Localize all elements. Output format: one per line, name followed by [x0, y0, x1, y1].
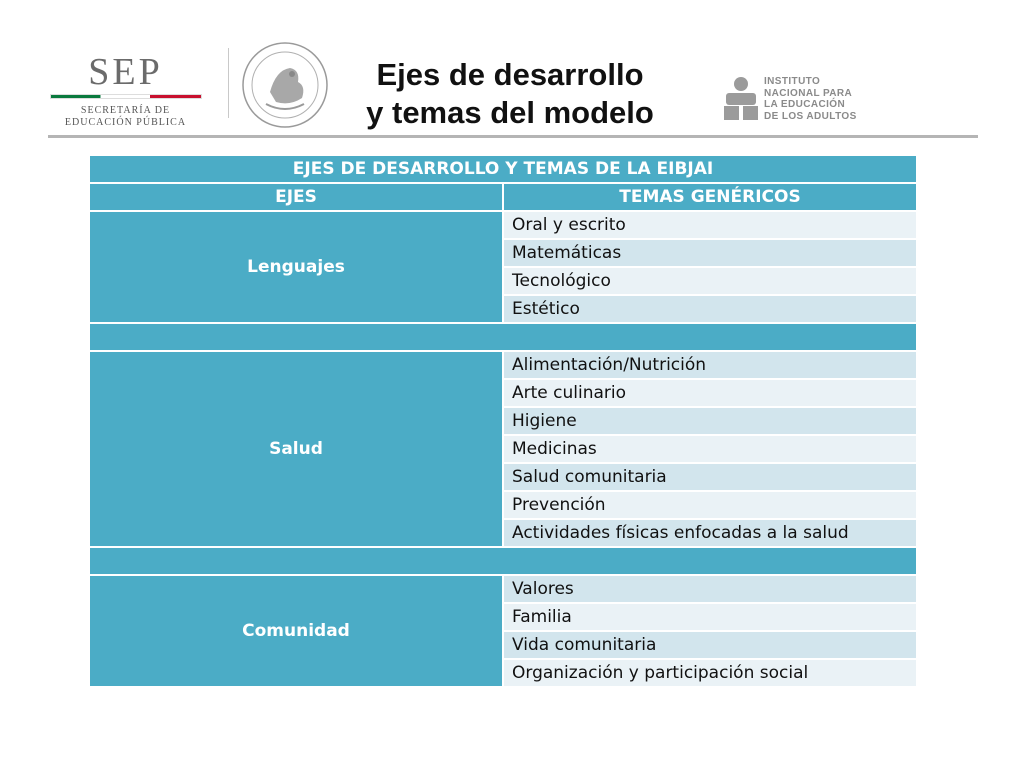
topic-cell: Familia: [503, 603, 917, 631]
inea-line: DE LOS ADULTOS: [764, 110, 857, 122]
topic-cell: Organización y participación social: [503, 659, 917, 687]
topic-cell: Valores: [503, 575, 917, 603]
table-row: [89, 211, 917, 239]
topic-cell: Tecnológico: [503, 267, 917, 295]
topic-cell: Prevención: [503, 491, 917, 519]
table-caption: EJES DE DESARROLLO Y TEMAS DE LA EIBJAI: [89, 155, 917, 183]
table-header-row: [89, 183, 917, 211]
sep-flag-bar: [50, 94, 202, 99]
table-row: [89, 575, 917, 603]
axis-cell-lenguajes: Lenguajes: [89, 211, 503, 323]
title-line-1: Ejes de desarrollo: [376, 57, 644, 92]
topic-cell: Alimentación/Nutrición: [503, 351, 917, 379]
sep-logo-subtitle-2: EDUCACIÓN PÚBLICA: [64, 117, 187, 128]
inea-logo-text: [764, 76, 857, 122]
topic-cell: Arte culinario: [503, 379, 917, 407]
sep-logo-subtitle-1: SECRETARÍA DE: [80, 105, 171, 116]
separator-cell: [89, 323, 917, 351]
inea-logo: [722, 76, 882, 124]
header-rule: [48, 135, 978, 138]
inea-line: INSTITUTO: [764, 76, 821, 87]
separator-cell: [89, 547, 917, 575]
logo-divider: [228, 48, 229, 118]
table-row: [89, 351, 917, 379]
topic-cell: Actividades físicas enfocadas a la salud: [503, 519, 917, 547]
title-line-2: y temas del modelo: [366, 95, 654, 130]
col-header-topics: TEMAS GENÉRICOS: [503, 183, 917, 211]
topic-cell: Higiene: [503, 407, 917, 435]
col-header-axes: EJES: [89, 183, 503, 211]
topic-cell: Medicinas: [503, 435, 917, 463]
sep-logo-word: SEP: [88, 51, 163, 93]
page-title: [330, 56, 690, 132]
axis-cell-salud: Salud: [89, 351, 503, 547]
axes-topics-table: [88, 154, 918, 688]
topic-cell: Oral y escrito: [503, 211, 917, 239]
sep-logo: [48, 52, 203, 132]
table-caption-row: [89, 155, 917, 183]
topic-cell: Matemáticas: [503, 239, 917, 267]
group-separator-row: [89, 323, 917, 351]
group-separator-row: [89, 547, 917, 575]
topic-cell: Salud comunitaria: [503, 463, 917, 491]
inea-figure-icon: [722, 76, 760, 122]
topic-cell: Vida comunitaria: [503, 631, 917, 659]
slide-header: [0, 0, 1024, 140]
axis-cell-comunidad: Comunidad: [89, 575, 503, 687]
inea-line: NACIONAL PARA: [764, 87, 853, 99]
mexico-seal-icon: [240, 40, 330, 130]
inea-line: LA EDUCACIÓN: [764, 99, 846, 110]
topic-cell: Estético: [503, 295, 917, 323]
